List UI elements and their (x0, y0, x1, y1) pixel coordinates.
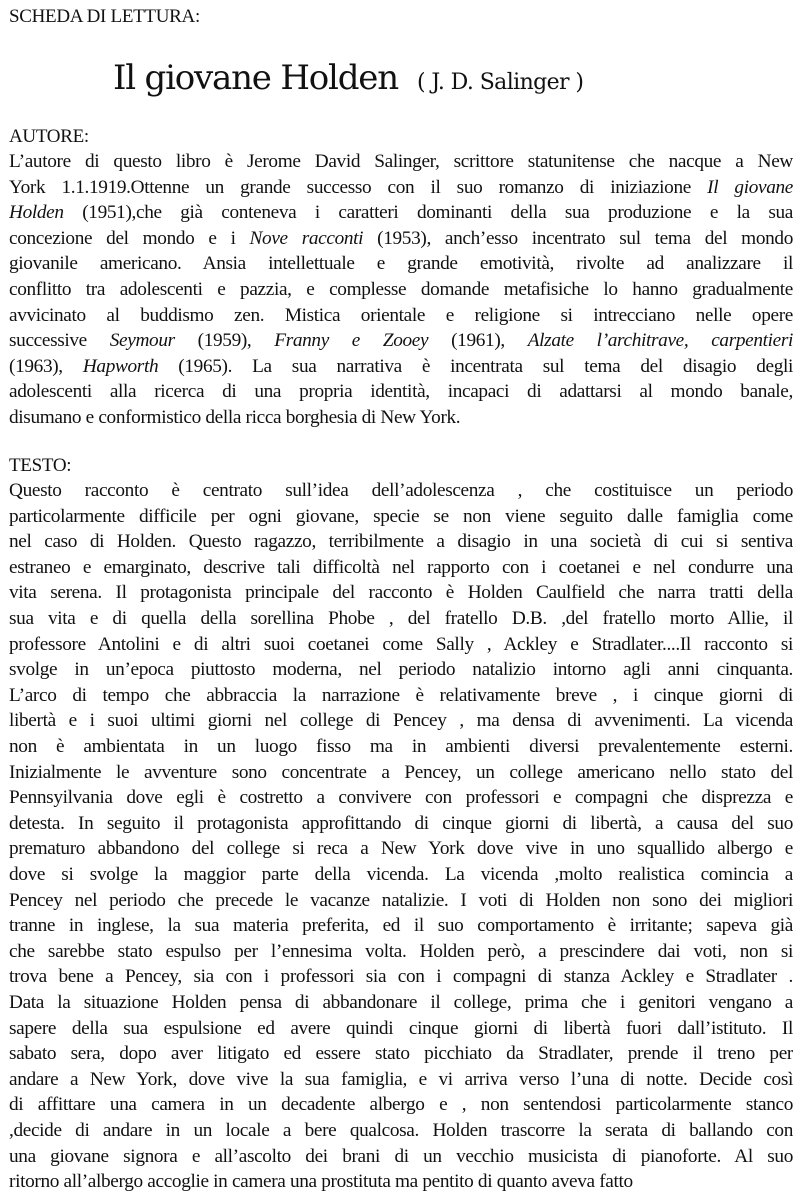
text-line: dove si svolge la maggior parte della vicenda. La vicenda ,molto realistica comincia a (9, 864, 793, 885)
text-line: adolescenti alla ricerca di una propria identità, incapaci di adattarsi al mondo banale, (9, 381, 793, 403)
italic-title: Hapworth (82, 355, 159, 377)
italic-title: Nove racconti (249, 227, 364, 249)
text-line: disumano e conformistico della ricca borghesia di New York. (9, 407, 461, 428)
text-line: detesta. In seguito il protagonista approfittando di cinque giorni di libertà, a causa del suo (9, 812, 793, 834)
section-heading-autore: AUTORE: (9, 126, 89, 147)
text-line: York 1.1.1919.Ottenne un grande successo con il suo romanzo di iniziazione Il giovane (9, 176, 793, 198)
text-line: Data la situazione Holden pensa di abbandonare il college, prima che i genitori vengano a (9, 992, 793, 1013)
text-line: prematuro abbandono del college si reca a New York dove vive in uno squallido albergo e (9, 838, 793, 860)
text-line: una giovane signora e all’ascolto dei brani di un vecchio musicista di pianoforte. Al suo (9, 1145, 793, 1167)
section-heading-testo: TESTO: (9, 455, 72, 476)
text-line: concezione del mondo e i Nove racconti (1953), anch’esso incentrato sul tema del mondo (9, 227, 793, 249)
italic-title: Il giovane (707, 176, 793, 198)
text-line: ritorno all’albergo accoglie in camera una prostituta ma pentito di quanto aveva fatto (9, 1171, 633, 1193)
text-line: Pennsyilvania dove egli è costretto a convivere con professori e compagni che disprezza e (9, 787, 793, 809)
text-line: sapere della sua espulsione ed avere quindi cinque giorni di libertà fuori dall’istituto. Il (9, 1017, 793, 1039)
title-author: ( J. D. Salinger ) (417, 70, 584, 95)
text-line: ,decide di andare in un locale a bere qualcosa. Holden trascorre la serata di ballando con (9, 1120, 793, 1141)
text-line: L’arco di tempo che abbraccia la narrazione è relativamente breve , i cinque giorni di (9, 684, 793, 706)
text-line: giovanile americano. Ansia intellettuale e grande emotività, rivolte ad analizzare il (9, 253, 793, 275)
text-line: nel caso di Holden. Questo ragazzo, terribilmente a disagio in una società di cui si sentiva (9, 531, 793, 553)
italic-title: Holden (9, 202, 64, 224)
text-line: conflitto tra adolescenti e pazzia, e complesse domande metafisiche lo hanno gradualmente (9, 279, 793, 300)
text-line: libertà e i suoi ultimi giorni nel college di Pencey , ma densa di avvenimenti. La vicenda (9, 710, 793, 732)
italic-title: Seymour (109, 330, 175, 352)
italic-title: Alzate l’architrave, carpentieri (527, 330, 793, 352)
text-line: sua vita e di quella della sorellina Phobe , del fratello D.B. ,del fratello morto Allie, il (9, 608, 793, 629)
text-line: professore Antolini e di altri suoi coetanei come Sally , Ackley e Stradlater....Il racconto si (9, 633, 793, 655)
text-line: Inizialmente le avventure sono concentrate a Pencey, un college americano nello stato del (9, 761, 793, 783)
text-line: vita serena. Il protagonista principale del racconto è Holden Caulfield che narra tratti della (9, 582, 793, 604)
text-line: svolge in un’epoca piuttosto moderna, nel periodo natalizio intorno agli anni cinquanta. (9, 659, 793, 681)
text-line: non è ambientata in un luogo fisso ma in ambienti diversi prevalentemente esterni. (9, 736, 793, 757)
text-line: Pencey nel periodo che precede le vacanze natalizie. I voti di Holden non sono dei migliori (9, 889, 793, 911)
text-line: (1963), Hapworth (1965). La sua narrativa è incentrata sul tema del disagio degli (9, 355, 793, 377)
book-title (113, 58, 583, 98)
text-line: sabato sera, dopo aver litigato ed essere stato picchiato da Stradlater, prende il treno per (9, 1043, 793, 1065)
text-line: tranne in inglese, la sua materia preferita, ed il suo comportamento è irritante; sapeva già (9, 915, 793, 937)
text-line: avvicinato al buddismo zen. Mistica orientale e religione si intrecciano nelle opere (9, 304, 793, 326)
text-line: Questo racconto è centrato sull’idea dell’adolescenza , che costituisce un periodo (9, 480, 793, 501)
text-line: successive Seymour (1959), Franny e Zooey (1961), Alzate l’architrave, carpentieri (9, 330, 793, 352)
italic-title: Franny e Zooey (274, 330, 429, 352)
header-label: SCHEDA DI LETTURA: (9, 6, 200, 27)
text-line: L’autore di questo libro è Jerome David Salinger, scrittore statunitense che nacque a New (9, 151, 793, 172)
text-line: Holden (1951),che già conteneva i caratteri dominanti della sua produzione e la sua (9, 202, 793, 224)
title-text: Il giovane Holden (113, 58, 398, 98)
text-line: che sarebbe stato espulso per l’ennesima volta. Holden però, a prescindere dai voti, non si (9, 940, 793, 962)
text-line: trova bene a Pencey, sia con i professori sia con i compagni di stanza Ackley e Stradlater . (9, 966, 793, 988)
text-line: di affittare una camera in un decadente albergo e , non sentendosi particolarmente stanco (9, 1094, 793, 1116)
text-line: andare a New York, dove vive la sua famiglia, e vi arriva verso l’una di notte. Decide così (9, 1068, 793, 1090)
text-line: particolarmente difficile per ogni giovane, specie se non viene seguito dalle famiglia come (9, 505, 793, 527)
text-line: estraneo e emarginato, descrive tali difficoltà nel rapporto con i coetanei e nel condurre una (9, 556, 793, 578)
